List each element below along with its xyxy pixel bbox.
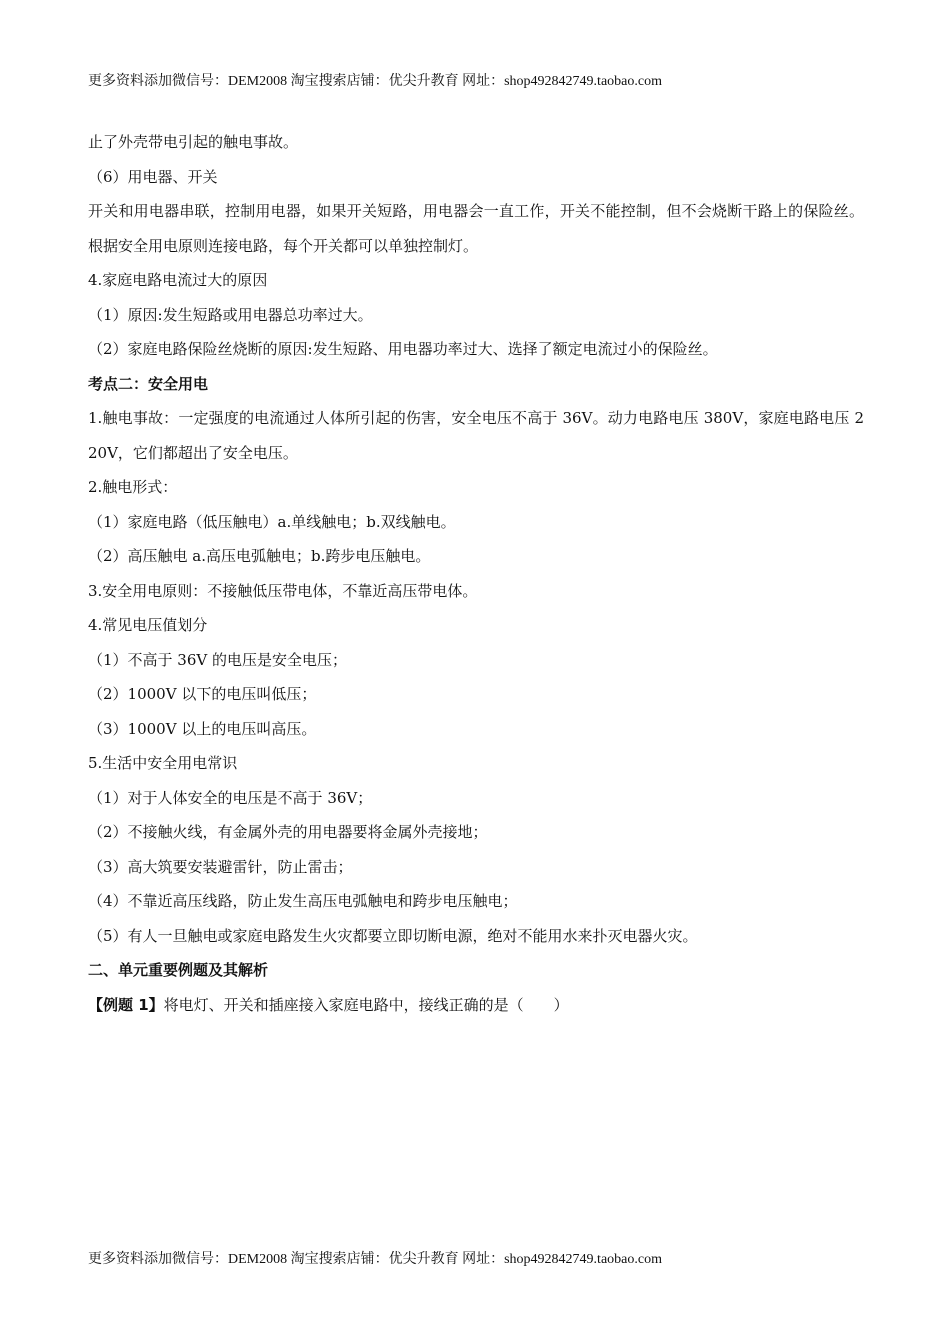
section-heading: 3.安全用电原则：不接触低压带电体，不靠近高压带电体。 bbox=[88, 581, 478, 600]
section-heading: 5.生活中安全用电常识 bbox=[88, 754, 238, 772]
list-item: （3）1000V 以上的电压叫高压。 bbox=[88, 719, 317, 738]
text-line: 止了外壳带电引起的触电事故。 bbox=[88, 133, 299, 151]
section-heading: 4.家庭电路电流过大的原因 bbox=[88, 271, 268, 289]
example-label: 【例题 1】 bbox=[88, 995, 164, 1014]
page-header: 更多资料添加微信号：DEM2008 淘宝搜索店铺：优尖升教育 网址：shop492842749.taobao.com bbox=[88, 74, 662, 89]
list-item: （1）原因:发生短路或用电器总功率过大。 bbox=[88, 305, 373, 324]
list-item: （2）家庭电路保险丝烧断的原因:发生短路、用电器功率过大、选择了额定电流过小的保险丝。 bbox=[88, 340, 718, 358]
list-item: （2）1000V 以下的电压叫低压； bbox=[88, 685, 317, 703]
document-body bbox=[88, 125, 864, 1022]
paragraph: 1.触电事故：一定强度的电流通过人体所引起的伤害，安全电压不高于 36V。动力电路电压 380V，家庭电路电压 220V，它们都超出了安全电压。 bbox=[88, 409, 864, 462]
list-item: （5）有人一旦触电或家庭电路发生火灾都要立即切断电源，绝对不能用水来扑灭电器火灾。 bbox=[88, 926, 698, 945]
list-item: （2）不接触火线，有金属外壳的用电器要将金属外壳接地； bbox=[88, 823, 488, 841]
paragraph: 开关和用电器串联，控制用电器，如果开关短路，用电器会一直工作，开关不能控制，但不会烧断干路上的保险丝。根据安全用电原则连接电路，每个开关都可以单独控制灯。 bbox=[88, 202, 864, 255]
list-item: （3）高大筑要安装避雷针，防止雷击； bbox=[88, 857, 353, 876]
section-title: 二、单元重要例题及其解析 bbox=[88, 961, 269, 979]
list-item: （1）对于人体安全的电压是不高于 36V； bbox=[88, 788, 373, 807]
list-item: （2）高压触电 a.高压电弧触电；b.跨步电压触电。 bbox=[88, 547, 431, 565]
example-text: 将电灯、开关和插座接入家庭电路中，接线正确的是（ ） bbox=[163, 995, 569, 1014]
page-footer: 更多资料添加微信号：DEM2008 淘宝搜索店铺：优尖升教育 网址：shop492842749.taobao.com bbox=[88, 1252, 662, 1267]
topic-heading: 考点二：安全用电 bbox=[88, 374, 209, 393]
list-item: （1）不高于 36V 的电压是安全电压； bbox=[88, 650, 348, 669]
section-heading: 4.常见电压值划分 bbox=[88, 616, 208, 634]
section-item-heading: （6）用电器、开关 bbox=[88, 167, 218, 186]
list-item: （4）不靠近高压线路，防止发生高压电弧触电和跨步电压触电； bbox=[88, 892, 518, 910]
list-item: （1）家庭电路（低压触电）a.单线触电；b.双线触电。 bbox=[88, 512, 456, 531]
section-heading: 2.触电形式： bbox=[88, 478, 178, 496]
example-question bbox=[88, 988, 864, 1023]
